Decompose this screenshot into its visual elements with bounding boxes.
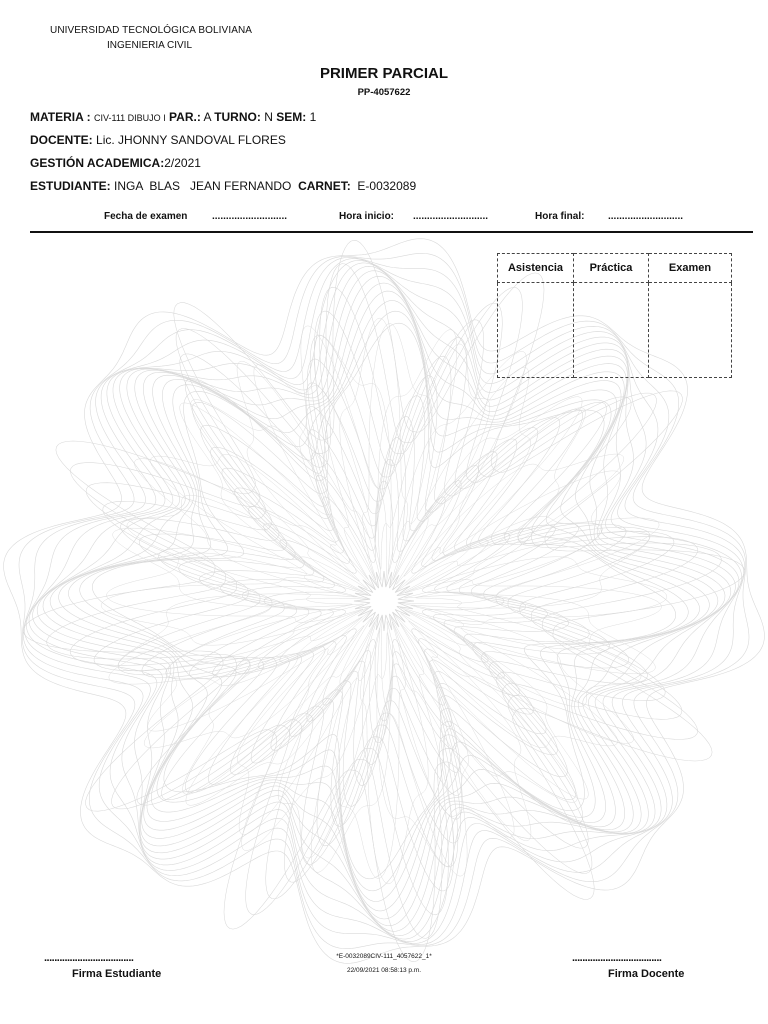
par-value: A <box>203 110 211 124</box>
docente-label: DOCENTE: <box>30 133 93 147</box>
estudiante-line <box>30 179 416 193</box>
sem-value: 1 <box>309 110 317 124</box>
exam-title: PRIMER PARCIAL <box>319 65 449 82</box>
examen-cell[interactable] <box>649 283 732 378</box>
par-label: PAR.: <box>169 110 201 124</box>
gestion-line <box>30 156 201 170</box>
barcode-text: *E-0032089CIV-111_4057622_1* <box>336 953 432 960</box>
materia-line <box>30 110 316 124</box>
grades-table <box>497 253 732 378</box>
turno-value: N <box>264 110 273 124</box>
carnet-value: E-0032089 <box>357 179 417 193</box>
student-signature-label: Firma Estudiante <box>72 968 162 980</box>
faculty-name: INGENIERIA CIVIL <box>107 40 193 51</box>
asistencia-header: Asistencia <box>498 254 574 283</box>
docente-value: Lic. JHONNY SANDOVAL FLORES <box>96 133 286 147</box>
hora-inicio-field: ........................... <box>413 211 489 222</box>
docente-line <box>30 133 286 147</box>
header-divider <box>30 231 753 233</box>
hora-final-field: ........................... <box>608 211 684 222</box>
materia-value: CIV-111 DIBUJO I <box>94 113 166 123</box>
teacher-signature-line: ................................... <box>572 952 662 964</box>
carnet-label: CARNET: <box>298 179 351 193</box>
university-name: UNIVERSIDAD TECNOLÓGICA BOLIVIANA <box>50 25 253 36</box>
hora-inicio-label: Hora inicio: <box>339 211 395 222</box>
teacher-signature-label: Firma Docente <box>608 968 685 980</box>
estudiante-value: INGA BLAS JEAN FERNANDO <box>114 179 292 193</box>
fecha-label: Fecha de examen <box>104 211 188 222</box>
practica-header: Práctica <box>574 254 649 283</box>
sem-label: SEM: <box>276 110 307 124</box>
examen-header: Examen <box>649 254 732 283</box>
gestion-value: 2/2021 <box>164 156 201 170</box>
hora-final-label: Hora final: <box>535 211 585 222</box>
turno-label: TURNO: <box>214 110 261 124</box>
student-signature-line: ................................... <box>44 952 134 964</box>
estudiante-label: ESTUDIANTE: <box>30 179 111 193</box>
materia-label: MATERIA : <box>30 110 91 124</box>
asistencia-cell[interactable] <box>498 283 574 378</box>
print-timestamp: 22/09/2021 08:58:13 p.m. <box>346 967 422 974</box>
gestion-label: GESTIÓN ACADEMICA: <box>30 156 165 170</box>
fecha-field: ........................... <box>212 211 288 222</box>
practica-cell[interactable] <box>574 283 649 378</box>
exam-code: PP-4057622 <box>357 87 411 98</box>
